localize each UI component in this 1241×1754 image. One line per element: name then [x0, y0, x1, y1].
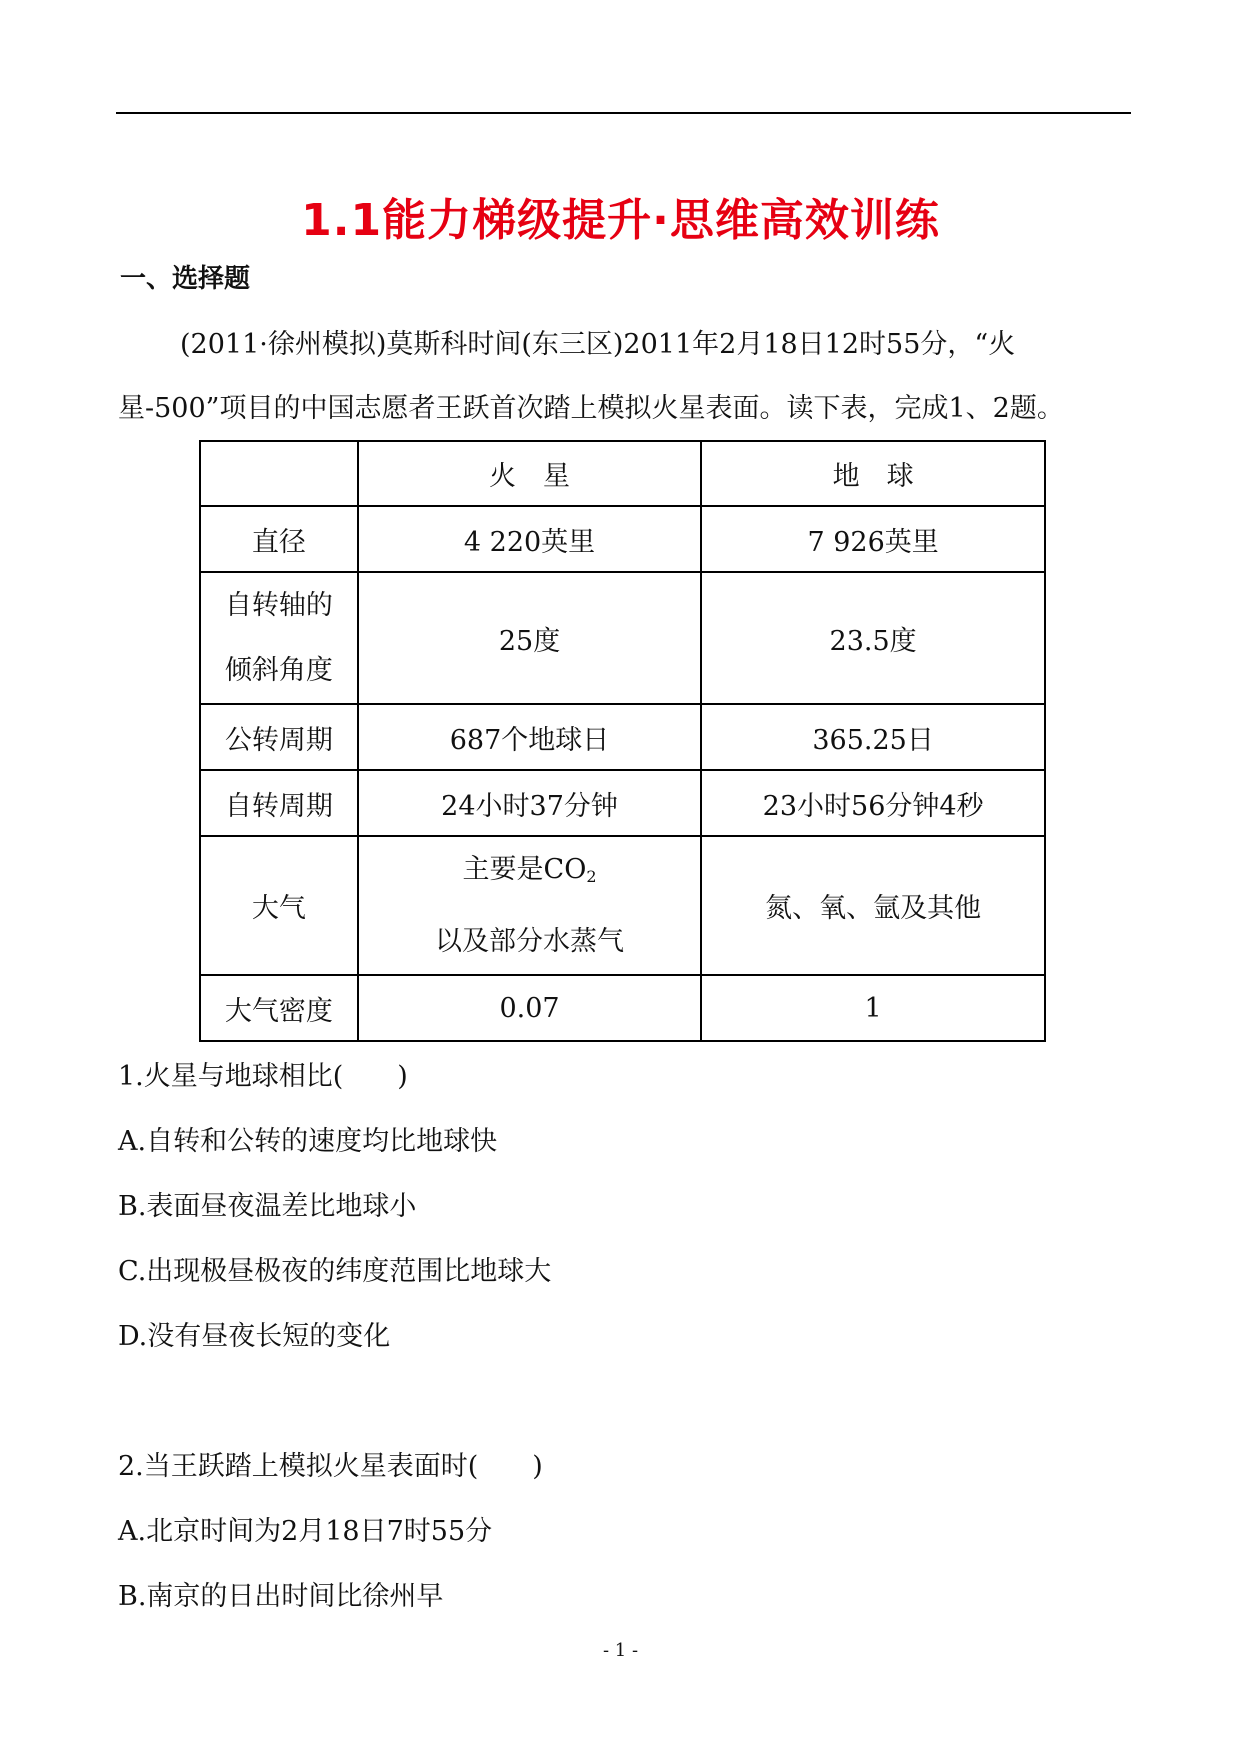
section-heading: 一、选择题: [120, 264, 251, 294]
row-label: 公转周期: [200, 704, 358, 770]
co2-subscript: 2: [586, 867, 597, 886]
question-1-option-b: B.表面昼夜温差比地球小: [118, 1191, 417, 1222]
row-label: 直径: [200, 506, 358, 572]
table-row: [200, 836, 1045, 975]
mars-atmosphere-text: 主要是CO: [462, 854, 587, 885]
question-2-option-b: B.南京的日出时间比徐州早: [118, 1581, 444, 1612]
table-row: [200, 770, 1045, 836]
page-title: 1.1能力梯级提升·思维高效训练: [301, 195, 940, 246]
table-row: [200, 704, 1045, 770]
planet-comparison-table: [199, 440, 1046, 1042]
row-label: 自转周期: [200, 770, 358, 836]
mars-value: [358, 836, 701, 975]
earth-value: 7 926英里: [701, 506, 1045, 572]
row-label: [200, 572, 358, 704]
row-label: 大气密度: [200, 975, 358, 1041]
earth-value: 1: [701, 975, 1045, 1041]
question-1-option-d: D.没有昼夜长短的变化: [118, 1321, 391, 1352]
intro-line-2: 星-500”项目的中国志愿者王跃首次踏上模拟火星表面。读下表，完成1、2题。: [118, 393, 1064, 424]
earth-value: 23.5度: [701, 572, 1045, 704]
table-row: [200, 572, 1045, 704]
table-row: [200, 506, 1045, 572]
row-label-line-2: 倾斜角度: [224, 655, 333, 686]
mars-value: 24小时37分钟: [358, 770, 701, 836]
header-cell-mars: 火 星: [358, 441, 701, 506]
mars-value: 0.07: [358, 975, 701, 1041]
question-1-option-a: A.自转和公转的速度均比地球快: [118, 1126, 498, 1157]
mars-atmosphere-line-2: 以及部分水蒸气: [435, 926, 625, 957]
question-2-stem: 2.当王跃踏上模拟火星表面时( ): [118, 1451, 543, 1482]
header-rule: [116, 112, 1131, 114]
question-2-option-a: A.北京时间为2月18日7时55分: [118, 1516, 493, 1547]
mars-value: 4 220英里: [358, 506, 701, 572]
header-cell-empty: [200, 441, 358, 506]
earth-value: 23小时56分钟4秒: [701, 770, 1045, 836]
row-label: 大气: [200, 836, 358, 975]
header-cell-earth: 地 球: [701, 441, 1045, 506]
page-number: - 1 -: [602, 1640, 639, 1661]
mars-value: 25度: [358, 572, 701, 704]
table-header-row: [200, 441, 1045, 506]
earth-value: 365.25日: [701, 704, 1045, 770]
question-1-option-c: C.出现极昼极夜的纬度范围比地球大: [118, 1256, 552, 1287]
table-row: [200, 975, 1045, 1041]
row-label-line-1: 自转轴的: [224, 590, 333, 621]
question-1-stem: 1.火星与地球相比( ): [118, 1061, 408, 1092]
mars-atmosphere-line-1: [359, 837, 700, 909]
intro-line-1: (2011·徐州模拟)莫斯科时间(东三区)2011年2月18日12时55分，“火: [180, 329, 1016, 360]
mars-value: 687个地球日: [358, 704, 701, 770]
earth-value: 氮、氧、氩及其他: [701, 836, 1045, 975]
